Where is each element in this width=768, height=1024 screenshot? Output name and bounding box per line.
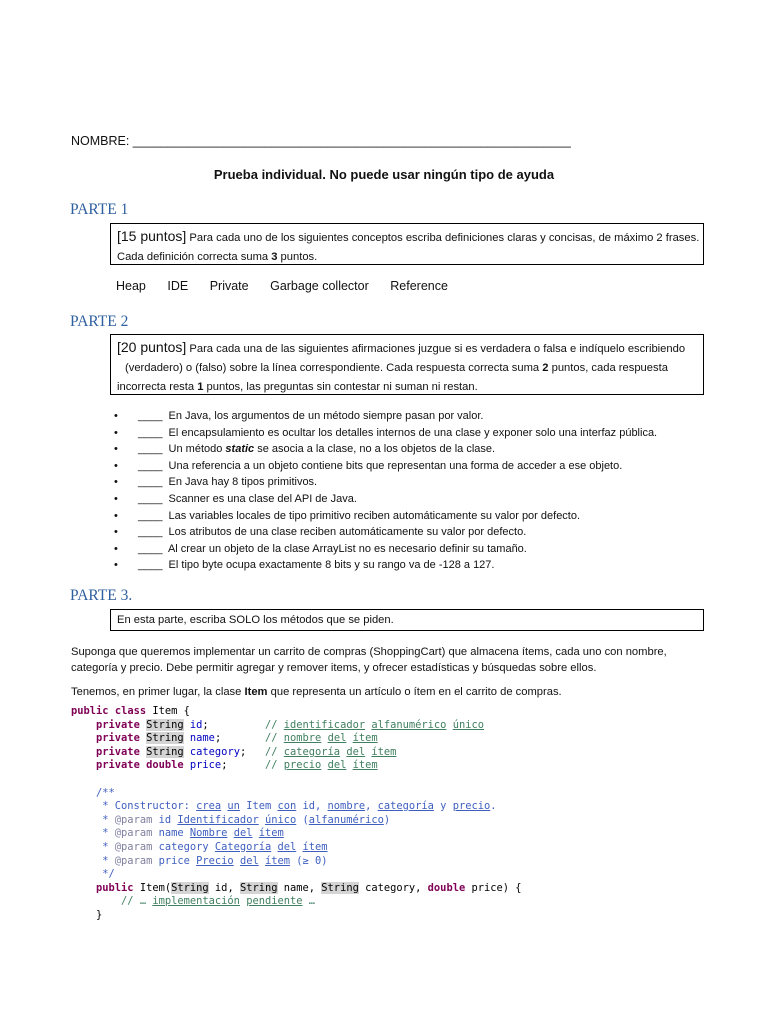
exam-title: Prueba individual. No puede usar ningún tipo de ayuda: [213, 167, 555, 182]
bullet: •: [114, 492, 118, 505]
parte-1-instructions-line-2: Cada definición correcta suma: [117, 251, 272, 263]
parte-3-instructions-box: [110, 609, 704, 631]
bullet: •: [114, 559, 118, 572]
problem-description: Suponga que queremos implementar un carrito de compras (ShoppingCart) que almacena ítems, cada uno con nombre, categoría y precio. Debe permitir agregar y remover items, y ofrecer estadísticas y búsquedas sobre ellos.: [71, 646, 667, 674]
bullet: •: [114, 443, 118, 456]
parte-1-instructions-box: [110, 223, 704, 265]
bullet: •: [114, 509, 118, 522]
statement-item: [112, 425, 657, 442]
statement-item: [112, 491, 657, 508]
class-intro-text-end: que representa un artículo o ítem en el carrito de compras.: [267, 686, 562, 698]
parte-2-instructions-line-2-end: puntos, cada respuesta: [548, 362, 668, 374]
answer-blank: ____: [138, 542, 163, 555]
statement-item: [112, 408, 657, 425]
statement-text: El encapsulamiento es ocultar los detalles internos de una clase y exponer solo una interfaz pública.: [168, 426, 658, 439]
answer-blank: ____: [138, 410, 163, 422]
parte-2-instructions-line-3-end: puntos, las preguntas sin contestar ni suman ni restan.: [203, 381, 478, 393]
bullet: •: [114, 459, 118, 472]
parte-2-instructions-line-3: incorrecta resta: [117, 381, 198, 393]
statement-text: En Java, los argumentos de un método siempre pasan por valor.: [168, 410, 484, 422]
statement-item: [112, 441, 657, 458]
parte-2-instructions-box: [110, 334, 704, 395]
static-keyword: static: [225, 443, 255, 456]
parte-2-instructions-line-2: (verdadero) o (falso) sobre la línea correspondiente. Cada respuesta correcta suma: [125, 362, 543, 374]
concept-reference: Reference: [390, 279, 448, 293]
class-name-item: Item: [244, 686, 268, 698]
statement-text: El tipo byte ocupa exactamente 8 bits y su rango va de -128 a 127.: [168, 559, 495, 572]
name-field-line: NOMBRE: _______________________________________________________________: [71, 134, 571, 148]
parte-1-instructions-line-1: Para cada uno de los siguientes conceptos escriba definiciones claras y concisas, de máximo 2 frases.: [186, 232, 700, 244]
parte-1-instructions-line-2-end: puntos.: [277, 251, 318, 263]
answer-blank: ____: [138, 509, 163, 522]
bullet: •: [114, 426, 118, 439]
parte-2-points-incorrect: 1: [197, 381, 204, 393]
parte-3-instructions: En esta parte, escriba SOLO los métodos que se piden.: [117, 614, 394, 626]
bullet: •: [114, 542, 118, 555]
answer-blank: ____: [138, 559, 163, 572]
class-intro-text: Tenemos, en primer lugar, la clase: [71, 686, 245, 698]
statement-item: [112, 458, 657, 475]
statement-text-after: se asocia a la clase, no a los objetos de la clase.: [254, 443, 496, 456]
statement-text: Al crear un objeto de la clase ArrayList no es necesario definir su tamaño.: [167, 542, 527, 555]
parte-1-points: [15 puntos]: [117, 228, 187, 244]
answer-blank: ____: [138, 492, 163, 505]
bullet: •: [114, 410, 118, 422]
answer-blank: ____: [138, 476, 163, 489]
statement-text-before: Un método: [168, 443, 226, 456]
statement-text: Las variables locales de tipo primitivo reciben automáticamente su valor por defecto.: [168, 509, 581, 522]
concept-ide: IDE: [167, 279, 189, 293]
parte-2-points-correct: 2: [542, 362, 549, 374]
parte-3-heading: PARTE 3.: [70, 587, 133, 604]
true-false-statements: [112, 408, 657, 574]
statement-text: Scanner es una clase del API de Java.: [168, 492, 357, 505]
bullet: •: [114, 526, 118, 539]
statement-item: [112, 474, 657, 491]
statement-item: [112, 557, 657, 574]
concept-heap: Heap: [116, 279, 146, 293]
statement-text: En Java hay 8 tipos primitivos.: [168, 476, 318, 489]
answer-blank: ____: [138, 459, 163, 472]
concepts-list: [116, 279, 466, 293]
statement-item: [112, 524, 657, 541]
answer-blank: ____: [138, 426, 163, 439]
statement-text: Los atributos de una clase reciben automáticamente su valor por defecto.: [168, 526, 527, 539]
parte-2-heading: PARTE 2: [70, 313, 129, 330]
parte-1-points-value: 3: [271, 251, 278, 263]
parte-2-points: [20 puntos]: [117, 339, 187, 355]
statement-item: [112, 508, 657, 525]
concept-private: Private: [209, 279, 249, 293]
answer-blank: ____: [138, 443, 163, 456]
statement-text: Una referencia a un objeto contiene bits que representan una forma de acceder a ese objeto.: [168, 459, 623, 472]
answer-blank: ____: [138, 526, 163, 539]
bullet: •: [114, 476, 118, 489]
parte-1-heading: PARTE 1: [70, 201, 129, 218]
concept-garbage-collector: Garbage collector: [270, 279, 369, 293]
class-intro: [71, 684, 711, 700]
parte-2-instructions-line-1: Para cada una de las siguientes afirmaciones juzgue si es verdadera o falsa e indíquelo escribiendo: [186, 343, 686, 355]
item-class-code: public class Item { private String id; // identificador alfanumérico único private String name; // nombre del ítem private String category; // categoría del ítem private double price; // precio del ítem /** * Constructor: crea un Item con id, nombre, categoría y precio. * @param id Identificador único (alfanumérico) * @param name Nombre del ítem * @param category Categoría del ítem * @param price Precio del ítem (≥ 0) */ public Item(String id, String name, String category, double price) { // … implementación pendiente … }: [71, 705, 522, 921]
statement-item: [112, 541, 657, 558]
